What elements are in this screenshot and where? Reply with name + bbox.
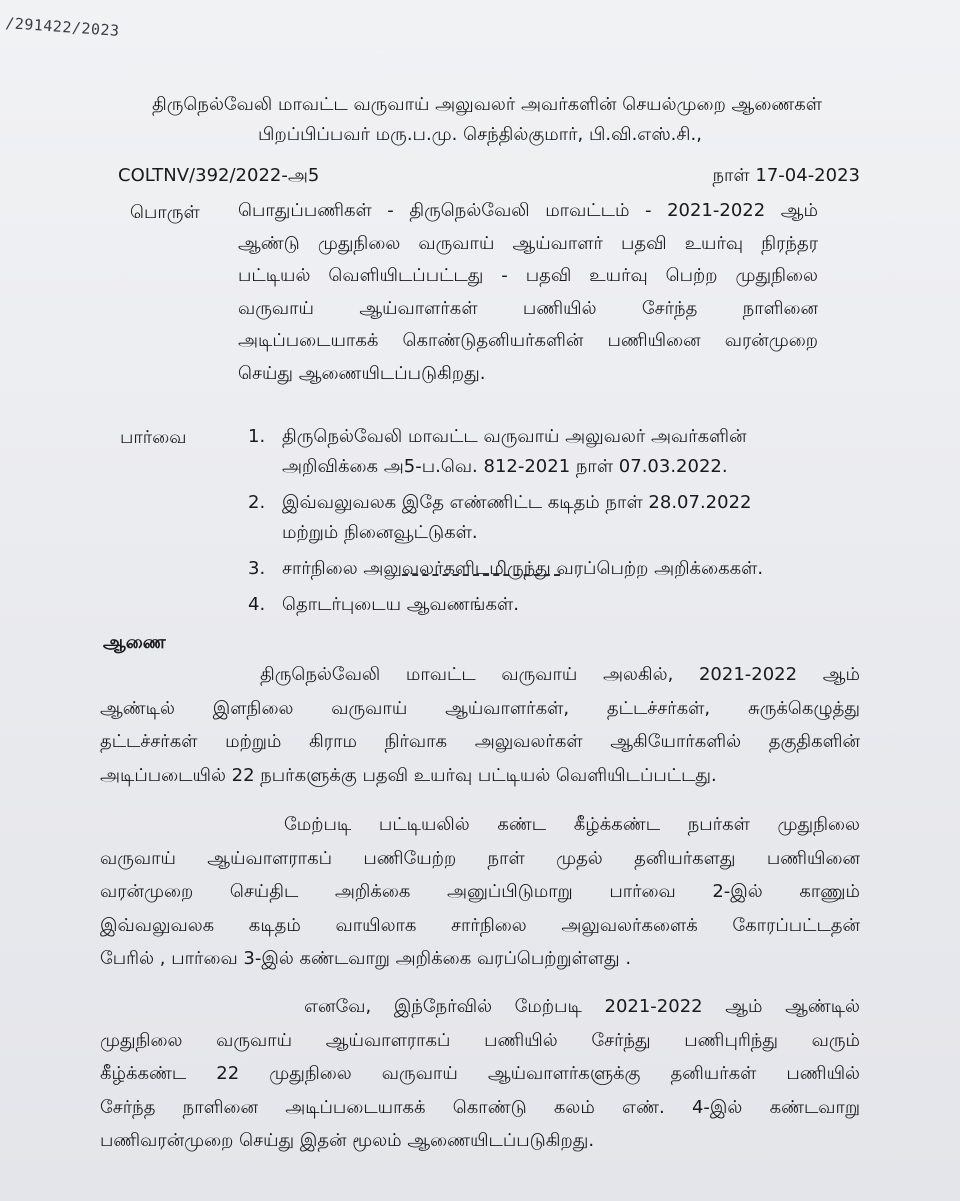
document-header	[0, 90, 960, 150]
paragraph-line: கீழ்க்கண்ட 22 முதுநிலை வருவாய் ஆய்வாளர்களுக்கு தனியர்கள் பணியில்	[100, 1063, 860, 1084]
header-issuer: பிறப்பிப்பவர் மரு.ப.மு. செந்தில்குமார், பி.வி.எஸ்.சி.,	[258, 124, 702, 145]
paragraph-line: எனவே, இந்நேர்வில் மேற்படி 2021-2022 ஆம் ஆண்டில்	[304, 996, 860, 1017]
reference-number-marker: 3.	[248, 558, 266, 579]
reference-item	[248, 554, 828, 584]
order-paragraph-2	[100, 808, 860, 976]
subject-label: பொருள்	[130, 202, 200, 223]
subject-line: வருவாய் ஆய்வாளர்கள் பணியில் சேர்ந்த நாளினை	[238, 297, 818, 319]
reference-number-marker: 2.	[248, 492, 266, 513]
paragraph-line: சேர்ந்த நாளினை அடிப்படையாகக் கொண்டு கலம் எண். 4-இல் கண்டவாறு	[100, 1096, 860, 1118]
references-label: பார்வை	[120, 427, 187, 448]
reference-line: தொடர்புடைய ஆவணங்கள்.	[282, 594, 519, 615]
references-list	[248, 422, 828, 626]
document-date: நாள் 17-04-2023	[712, 165, 860, 186]
paragraph-line: திருநெல்வேலி மாவட்ட வருவாய் அலகில், 2021-2022 ஆம்	[260, 664, 860, 685]
header-title: திருநெல்வேலி மாவட்ட வருவாய் அலுவலர் அவர்களின் செயல்முறை ஆணைகள்	[151, 94, 823, 115]
subject-line: அடிப்படையாகக் கொண்டுதனியர்களின் பணியினை வரன்முறை	[238, 330, 818, 351]
order-paragraph-3	[100, 990, 860, 1158]
reference-item	[248, 590, 828, 620]
reference-item	[248, 488, 828, 548]
handwritten-reference-number: /291422/2023	[4, 14, 121, 40]
subject-line: பட்டியல் வெளியிடப்பட்டது - பதவி உயர்வு பெற்ற முதுநிலை	[238, 265, 818, 286]
subject-line: செய்து ஆணையிடப்படுகிறது.	[238, 362, 486, 384]
paragraph-line: தட்டச்சர்கள் மற்றும் கிராம நிர்வாக அலுவலர்கள் ஆகியோர்களில் தகுதிகளின்	[100, 731, 860, 752]
paragraph-line: வருவாய் ஆய்வாளராகப் பணியேற்ற நாள் முதல் தனியர்களது பணியினை	[100, 847, 860, 869]
reference-number-marker: 4.	[248, 594, 266, 615]
reference-item	[248, 422, 828, 482]
paragraph-line: இவ்வலுவலக கடிதம் வாயிலாக சார்நிலை அலுவலர்களைக் கோரப்பட்டதன்	[100, 914, 860, 936]
reference-number-marker: 1.	[248, 426, 266, 447]
paragraph-line: முதுநிலை வருவாய் ஆய்வாளராகப் பணியில் சேர்ந்து பணிபுரிந்து வரும்	[100, 1029, 860, 1051]
reference-line: இவ்வலுவலக இதே எண்ணிட்ட கடிதம் நாள் 28.07.2022	[282, 492, 752, 513]
paragraph-line: ஆண்டில் இளநிலை வருவாய் ஆய்வாளர்கள், தட்டச்சர்கள், சுருக்கெழுத்து	[100, 697, 860, 719]
section-divider	[402, 574, 560, 576]
paragraph-line: பணிவரன்முறை செய்து இதன் மூலம் ஆணையிடப்படுகிறது.	[100, 1130, 595, 1151]
paragraph-line: பேரில் , பார்வை 3-இல் கண்டவாறு அறிக்கை வரப்பெற்றுள்ளது .	[100, 948, 632, 969]
reference-line: அறிவிக்கை அ5-ப.வெ. 812-2021 நாள் 07.03.2022.	[282, 456, 728, 477]
paragraph-line: அடிப்படையில் 22 நபர்களுக்கு பதவி உயர்வு பட்டியல் வெளியிடப்பட்டது.	[100, 764, 717, 786]
subject-line: பொதுப்பணிகள் - திருநெல்வேலி மாவட்டம் - 2021-2022 ஆம்	[238, 200, 818, 221]
subject-line: ஆண்டு முதுநிலை வருவாய் ஆய்வாளர் பதவி உயர்வு நிரந்தர	[238, 232, 818, 254]
paragraph-line: மேற்படி பட்டியலில் கண்ட கீழ்க்கண்ட நபர்கள் முதுநிலை	[284, 814, 860, 835]
order-label: ஆணை	[103, 632, 166, 653]
order-paragraph-1	[100, 658, 860, 792]
reference-line: திருநெல்வேலி மாவட்ட வருவாய் அலுவலர் அவர்களின்	[282, 426, 747, 447]
paragraph-line: வரன்முறை செய்திட அறிக்கை அனுப்பிடுமாறு பார்வை 2-இல் காணும்	[100, 881, 860, 902]
reference-number: COLTNV/392/2022-அ5	[118, 165, 320, 186]
reference-line: மற்றும் நினைவூட்டுகள்.	[282, 522, 478, 543]
subject-text	[238, 195, 818, 390]
reference-line: சார்நிலை அலுவலர்களிடமிருந்து வரப்பெற்ற அறிக்கைகள்.	[282, 558, 764, 579]
